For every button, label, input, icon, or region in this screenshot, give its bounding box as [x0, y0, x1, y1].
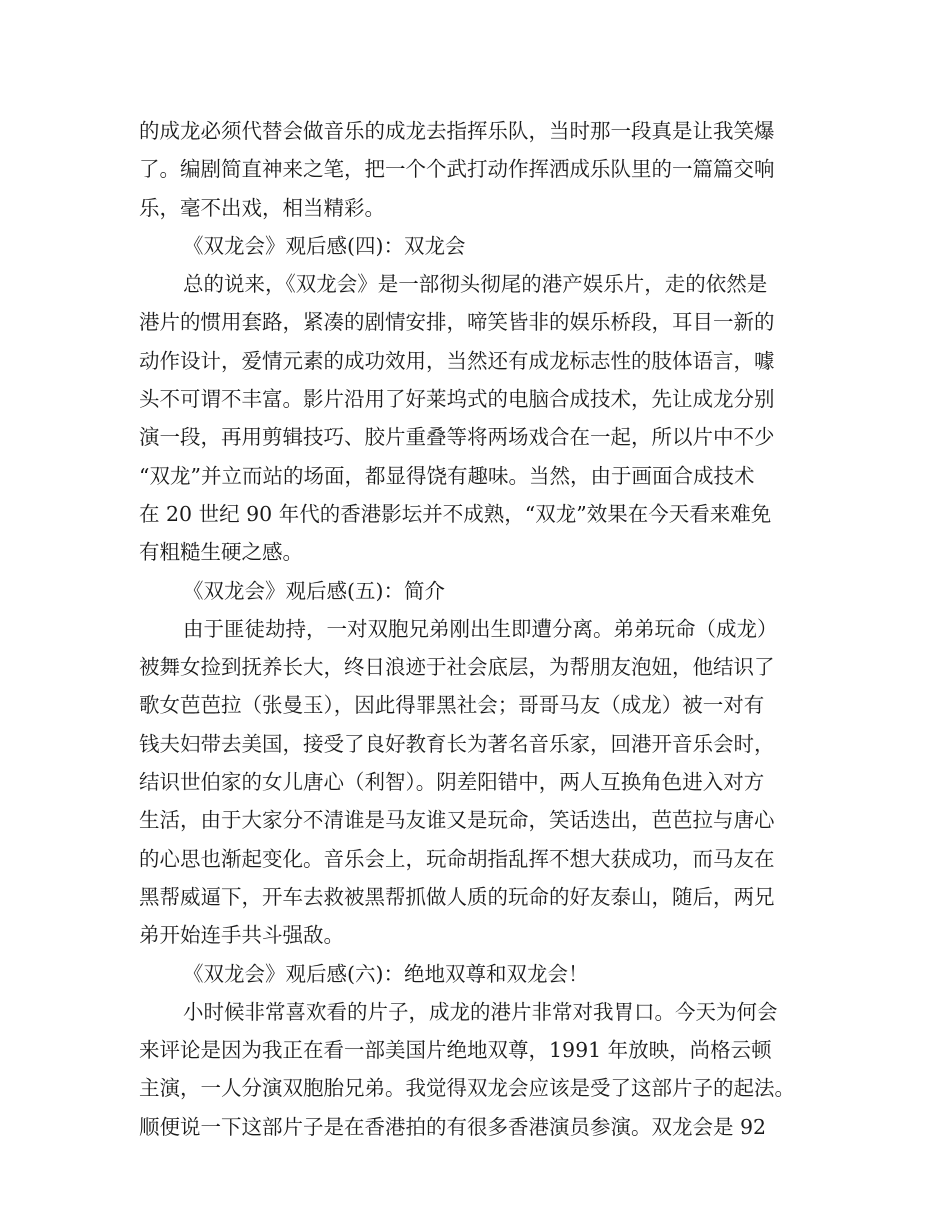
text-line: 港片的惯用套路，紧凑的剧情安排，啼笑皆非的娱乐桥段，耳目一新的: [139, 310, 775, 335]
text-line: 有粗糙生硬之感。: [139, 540, 303, 565]
text-line: 小时候非常喜欢看的片子，成龙的港片非常对我胃口。今天为何会: [183, 999, 778, 1024]
text-line: 演一段，再用剪辑技巧、胶片重叠等将两场戏合在一起，所以片中不少: [139, 425, 775, 450]
text-line: 生活，由于大家分不清谁是马友谁又是玩命，笑话迭出，芭芭拉与唐心: [139, 808, 775, 833]
text-line: 歌女芭芭拉（张曼玉），因此得罪黑社会；哥哥马友（成龙）被一对有: [139, 693, 765, 718]
document-body: [139, 112, 829, 1146]
text-line: 《双龙会》观后感(六)：绝地双尊和双龙会！: [183, 961, 589, 986]
text-line: “双龙”并立而站的场面，都显得饶有趣味。当然，由于画面合成技术: [139, 463, 755, 488]
text-line: 在 20 世纪 90 年代的香港影坛并不成熟，“双龙”效果在今天看来难免: [139, 501, 772, 526]
text-line: 乐，毫不出戏，相当精彩。: [139, 195, 385, 220]
text-line: 被舞女捡到抚养长大，终日浪迹于社会底层，为帮朋友泡妞，他结识了: [139, 655, 775, 680]
text-line: 来评论是因为我正在看一部美国片绝地双尊，1991 年放映，尚格云顿: [139, 1038, 772, 1063]
text-line: 动作设计，爱情元素的成功效用，当然还有成龙标志性的肢体语言，噱: [139, 348, 775, 373]
text-line: 总的说来，《双龙会》是一部彻头彻尾的港产娱乐片，走的依然是: [183, 272, 768, 297]
text-line: 《双龙会》观后感(四)：双龙会: [183, 233, 466, 258]
text-line: 主演，一人分演双胞胎兄弟。我觉得双龙会应该是受了这部片子的起法。: [139, 1076, 795, 1101]
text-line: 钱夫妇带去美国，接受了良好教育长为著名音乐家，回港开音乐会时，: [139, 731, 775, 756]
text-line: 弟开始连手共斗强敌。: [139, 923, 344, 948]
text-line: 黑帮威逼下，开车去救被黑帮抓做人质的玩命的好友泰山，随后，两兄: [139, 884, 775, 909]
text-line: 的心思也渐起变化。音乐会上，玩命胡指乱挥不想大获成功，而马友在: [139, 846, 775, 871]
text-line: 由于匪徒劫持，一对双胞兄弟刚出生即遭分离。弟弟玩命（成龙）: [183, 616, 778, 641]
text-line: 的成龙必须代替会做音乐的成龙去指挥乐队，当时那一段真是让我笑爆: [139, 119, 775, 143]
text-line: 结识世伯家的女儿唐心（利智）。阴差阳错中，两人互换角色进入对方: [139, 770, 765, 795]
text-line: 了。编剧简直神来之笔，把一个个武打动作挥洒成乐队里的一篇篇交响: [139, 157, 775, 182]
text-line: 顺便说一下这部片子是在香港拍的有很多香港演员参演。双龙会是 92: [139, 1114, 767, 1139]
text-line: 《双龙会》观后感(五)：简介: [183, 578, 445, 603]
text-line: 头不可谓不丰富。影片沿用了好莱坞式的电脑合成技术，先让成龙分别: [139, 387, 775, 412]
